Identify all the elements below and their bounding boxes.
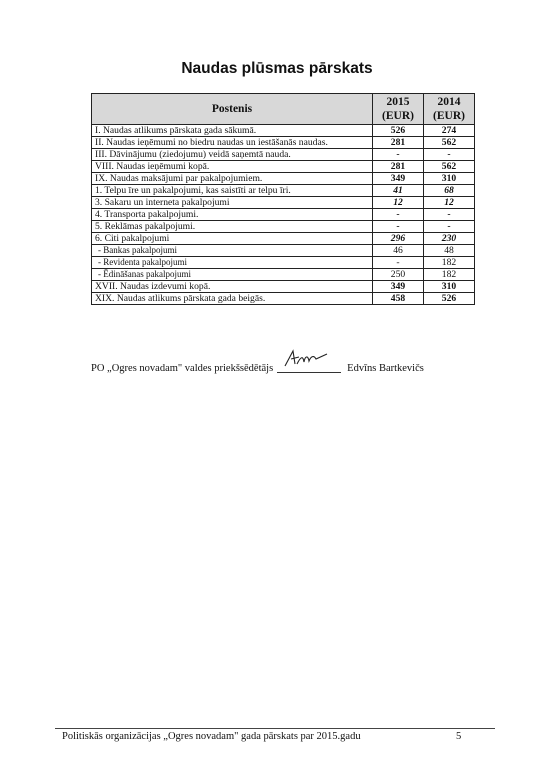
page-number: 5 <box>456 731 462 742</box>
value-2014: 562 <box>424 161 475 173</box>
row-label: VIII. Naudas ieņēmumi kopā. <box>92 161 373 173</box>
row-label: 5. Reklāmas pakalpojumi. <box>92 221 373 233</box>
table-row <box>92 149 475 161</box>
row-label: 6. Citi pakalpojumi <box>92 233 373 245</box>
row-label: - Revidenta pakalpojumi <box>92 257 373 269</box>
value-2014: - <box>424 149 475 161</box>
value-2014: 48 <box>424 245 475 257</box>
row-label: 3. Sakaru un interneta pakalpojumi <box>92 197 373 209</box>
table-header-row <box>92 94 475 125</box>
header-2015-text: 2015 (EUR) <box>382 96 414 122</box>
table-row <box>92 185 475 197</box>
page-title: Naudas plūsmas pārskats <box>181 60 373 77</box>
row-label: 4. Transporta pakalpojumi. <box>92 209 373 221</box>
value-2014: - <box>424 209 475 221</box>
value-2014: 526 <box>424 293 475 305</box>
row-label: II. Naudas ieņēmumi no biedru naudas un iestāšanās naudas. <box>92 137 373 149</box>
value-2015: 46 <box>373 245 424 257</box>
value-2015: 349 <box>373 173 424 185</box>
row-label: XVII. Naudas izdevumi kopā. <box>92 281 373 293</box>
signatory-name: Edvīns Bartkevičs <box>347 363 424 374</box>
footer-divider <box>55 728 495 729</box>
handwritten-signature <box>283 348 331 370</box>
table-row <box>92 245 475 257</box>
header-2014-text: 2014 (EUR) <box>433 96 465 122</box>
value-2014: 310 <box>424 173 475 185</box>
row-label: XIX. Naudas atlikums pārskata gada beigās. <box>92 293 373 305</box>
table-row <box>92 281 475 293</box>
table-row <box>92 209 475 221</box>
row-label: IX. Naudas maksājumi par pakalpojumiem. <box>92 173 373 185</box>
table-row <box>92 173 475 185</box>
value-2015: 281 <box>373 137 424 149</box>
value-2015: 250 <box>373 269 424 281</box>
row-label: - Ēdināšanas pakalpojumi <box>92 269 373 281</box>
header-item: Postenis <box>92 94 373 125</box>
table-row <box>92 161 475 173</box>
value-2014: 310 <box>424 281 475 293</box>
table-row <box>92 233 475 245</box>
table-row <box>92 293 475 305</box>
row-label: III. Dāvinājumu (ziedojumu) veidā saņemtā nauda. <box>92 149 373 161</box>
row-label: - Bankas pakalpojumi <box>92 245 373 257</box>
signature-block <box>91 358 424 374</box>
value-2014: 562 <box>424 137 475 149</box>
value-2015: - <box>373 257 424 269</box>
table-row <box>92 197 475 209</box>
value-2014: 182 <box>424 269 475 281</box>
row-label: 1. Telpu īre un pakalpojumi, kas saistīti ar telpu īri. <box>92 185 373 197</box>
value-2014: 274 <box>424 125 475 137</box>
table-row <box>92 137 475 149</box>
table-row <box>92 257 475 269</box>
header-2014 <box>424 94 475 125</box>
footer-text: Politiskās organizācijas „Ogres novadam" gada pārskats par 2015.gadu <box>62 731 361 742</box>
signatory-role: PO „Ogres novadam" valdes priekšsēdētājs <box>91 363 274 374</box>
value-2015: - <box>373 209 424 221</box>
value-2014: 182 <box>424 257 475 269</box>
value-2015: 281 <box>373 161 424 173</box>
value-2015: 41 <box>373 185 424 197</box>
row-label: I. Naudas atlikums pārskata gada sākumā. <box>92 125 373 137</box>
value-2015: 296 <box>373 233 424 245</box>
value-2015: - <box>373 149 424 161</box>
table-row <box>92 125 475 137</box>
header-2015 <box>373 94 424 125</box>
cash-flow-table <box>91 93 475 305</box>
table-row <box>92 269 475 281</box>
value-2015: 349 <box>373 281 424 293</box>
value-2014: 68 <box>424 185 475 197</box>
value-2015: 526 <box>373 125 424 137</box>
value-2014: 230 <box>424 233 475 245</box>
value-2014: - <box>424 221 475 233</box>
signature-line <box>277 358 341 373</box>
value-2015: 12 <box>373 197 424 209</box>
value-2015: 458 <box>373 293 424 305</box>
table-row <box>92 221 475 233</box>
value-2015: - <box>373 221 424 233</box>
value-2014: 12 <box>424 197 475 209</box>
